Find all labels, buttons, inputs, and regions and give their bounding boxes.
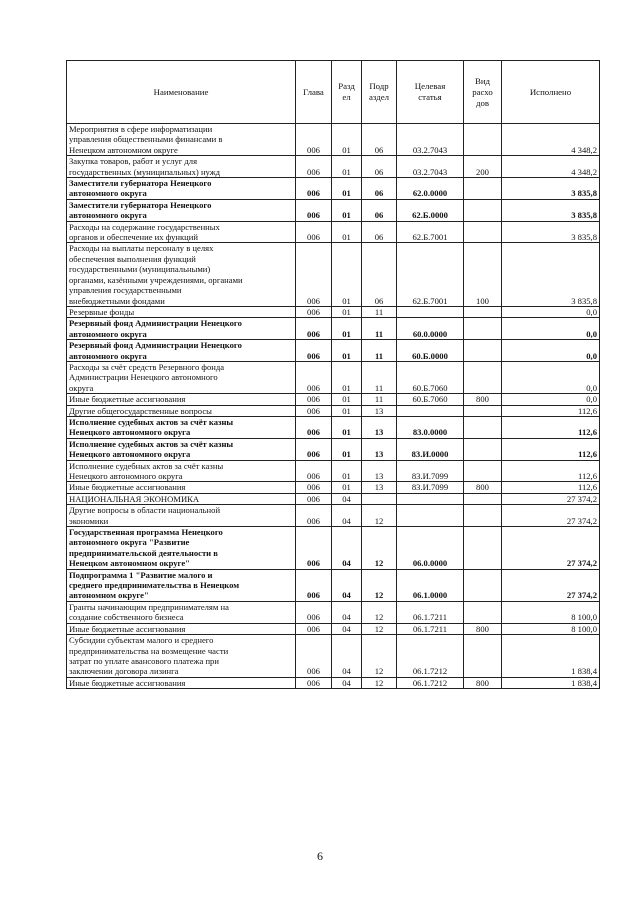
- cell-done: 0,0: [502, 361, 600, 393]
- cell-vid: [464, 124, 502, 156]
- cell-razdel: 01: [332, 221, 362, 243]
- cell-razdel: 01: [332, 318, 362, 340]
- cell-razdel: 01: [332, 243, 362, 306]
- cell-vid: [464, 527, 502, 570]
- cell-done: 0,0: [502, 306, 600, 317]
- cell-vid: [464, 460, 502, 482]
- header-razdel: Разд ел: [332, 61, 362, 124]
- cell-target: 83.И.0000: [397, 438, 464, 460]
- cell-razdel: 01: [332, 438, 362, 460]
- cell-name: Иные бюджетные ассигнования: [67, 482, 296, 493]
- header-glava: Глава: [296, 61, 332, 124]
- cell-glava: 006: [296, 394, 332, 405]
- cell-vid: 800: [464, 482, 502, 493]
- cell-name: Расходы за счёт средств Резервного фонда Администрации Ненецкого автономного округа: [67, 361, 296, 393]
- cell-podrazdel: 13: [362, 460, 397, 482]
- header-name: Наименование: [67, 61, 296, 124]
- cell-glava: 006: [296, 601, 332, 623]
- cell-glava: 006: [296, 569, 332, 601]
- cell-razdel: 01: [332, 460, 362, 482]
- budget-execution-table: [66, 60, 600, 689]
- cell-glava: 006: [296, 416, 332, 438]
- cell-podrazdel: 11: [362, 306, 397, 317]
- cell-vid: [464, 405, 502, 416]
- table-row: [67, 416, 600, 438]
- table-row: [67, 677, 600, 688]
- cell-podrazdel: 13: [362, 482, 397, 493]
- cell-name: Расходы на выплаты персоналу в целях обеспечения выполнения функций государственными (муниципальными) органами, казёнными учреждениями, органами управления государственными внебюджетными фондами: [67, 243, 296, 306]
- cell-vid: 800: [464, 394, 502, 405]
- cell-vid: [464, 340, 502, 362]
- table-row: [67, 493, 600, 504]
- cell-done: 112,6: [502, 482, 600, 493]
- cell-podrazdel: 13: [362, 416, 397, 438]
- cell-vid: [464, 199, 502, 221]
- cell-name: Исполнение судебных актов за счёт казны Ненецкого автономного округа: [67, 416, 296, 438]
- table-row: [67, 178, 600, 200]
- cell-name: Резервный фонд Администрации Ненецкого автономного округа: [67, 318, 296, 340]
- cell-target: 60.Б.7060: [397, 394, 464, 405]
- table-row: [67, 243, 600, 306]
- cell-target: 62.Б.7001: [397, 221, 464, 243]
- cell-razdel: 04: [332, 601, 362, 623]
- table-header-row: [67, 61, 600, 124]
- cell-name: Резервный фонд Администрации Ненецкого автономного округа: [67, 340, 296, 362]
- cell-razdel: 04: [332, 677, 362, 688]
- page-number: 6: [317, 849, 323, 863]
- cell-razdel: 01: [332, 405, 362, 416]
- table-row: [67, 460, 600, 482]
- cell-podrazdel: 11: [362, 361, 397, 393]
- cell-vid: [464, 221, 502, 243]
- cell-name: Иные бюджетные ассигнования: [67, 677, 296, 688]
- cell-razdel: 04: [332, 527, 362, 570]
- cell-razdel: 04: [332, 623, 362, 634]
- cell-podrazdel: 13: [362, 405, 397, 416]
- cell-target: 06.0.0000: [397, 527, 464, 570]
- cell-glava: 006: [296, 178, 332, 200]
- table-row: [67, 318, 600, 340]
- cell-podrazdel: 06: [362, 156, 397, 178]
- cell-name: Иные бюджетные ассигнования: [67, 394, 296, 405]
- cell-glava: 006: [296, 361, 332, 393]
- cell-done: 112,6: [502, 416, 600, 438]
- cell-podrazdel: 06: [362, 243, 397, 306]
- cell-done: 3 835,8: [502, 221, 600, 243]
- cell-glava: 006: [296, 623, 332, 634]
- cell-target: 83.И.7099: [397, 460, 464, 482]
- table-row: [67, 361, 600, 393]
- cell-vid: [464, 361, 502, 393]
- cell-razdel: 01: [332, 394, 362, 405]
- header-target: Целевая статья: [397, 61, 464, 124]
- cell-name: Заместители губернатора Ненецкого автономного округа: [67, 199, 296, 221]
- cell-vid: 100: [464, 243, 502, 306]
- cell-glava: 006: [296, 493, 332, 504]
- table-row: [67, 438, 600, 460]
- cell-podrazdel: 12: [362, 601, 397, 623]
- cell-vid: [464, 438, 502, 460]
- cell-target: 06.1.7212: [397, 677, 464, 688]
- cell-name: Заместители губернатора Ненецкого автономного округа: [67, 178, 296, 200]
- cell-razdel: 01: [332, 482, 362, 493]
- cell-podrazdel: 11: [362, 340, 397, 362]
- table-row: [67, 199, 600, 221]
- cell-vid: [464, 601, 502, 623]
- cell-done: 3 835,8: [502, 243, 600, 306]
- table-row: [67, 156, 600, 178]
- cell-done: 3 835,8: [502, 178, 600, 200]
- table-row: [67, 394, 600, 405]
- cell-name: Закупка товаров, работ и услуг для государственных (муниципальных) нужд: [67, 156, 296, 178]
- cell-vid: [464, 635, 502, 678]
- cell-name: Иные бюджетные ассигнования: [67, 623, 296, 634]
- cell-razdel: 01: [332, 178, 362, 200]
- cell-podrazdel: 06: [362, 199, 397, 221]
- table-row: [67, 505, 600, 527]
- cell-done: 0,0: [502, 318, 600, 340]
- cell-target: 03.2.7043: [397, 156, 464, 178]
- cell-done: 3 835,8: [502, 199, 600, 221]
- cell-name: НАЦИОНАЛЬНАЯ ЭКОНОМИКА: [67, 493, 296, 504]
- cell-razdel: 01: [332, 306, 362, 317]
- cell-done: 112,6: [502, 438, 600, 460]
- cell-podrazdel: 06: [362, 124, 397, 156]
- cell-target: 06.1.7212: [397, 635, 464, 678]
- cell-done: 27 374,2: [502, 505, 600, 527]
- cell-podrazdel: [362, 493, 397, 504]
- cell-done: 8 100,0: [502, 623, 600, 634]
- cell-podrazdel: 12: [362, 569, 397, 601]
- cell-vid: [464, 178, 502, 200]
- cell-target: 83.0.0000: [397, 416, 464, 438]
- cell-target: 62.0.0000: [397, 178, 464, 200]
- cell-glava: 006: [296, 318, 332, 340]
- cell-glava: 006: [296, 505, 332, 527]
- cell-vid: 200: [464, 156, 502, 178]
- cell-done: 1 838,4: [502, 635, 600, 678]
- cell-name: Исполнение судебных актов за счёт казны Ненецкого автономного округа: [67, 460, 296, 482]
- cell-target: [397, 493, 464, 504]
- cell-name: Расходы на содержание государственных органов и обеспечение их функций: [67, 221, 296, 243]
- cell-target: 60.0.0000: [397, 318, 464, 340]
- cell-podrazdel: 11: [362, 318, 397, 340]
- cell-vid: [464, 493, 502, 504]
- cell-podrazdel: 13: [362, 438, 397, 460]
- table-row: [67, 482, 600, 493]
- table-row: [67, 221, 600, 243]
- cell-target: 83.И.7099: [397, 482, 464, 493]
- table-row: [67, 601, 600, 623]
- cell-glava: 006: [296, 405, 332, 416]
- cell-glava: 006: [296, 124, 332, 156]
- cell-name: Исполнение судебных актов за счёт казны Ненецкого автономного округа: [67, 438, 296, 460]
- cell-name: Субсидии субъектам малого и среднего предпринимательства на возмещение части затрат по уплате авансового платежа при заключении договора лизинга: [67, 635, 296, 678]
- cell-target: 06.1.0000: [397, 569, 464, 601]
- cell-podrazdel: 12: [362, 677, 397, 688]
- cell-glava: 006: [296, 340, 332, 362]
- cell-podrazdel: 11: [362, 394, 397, 405]
- cell-razdel: 01: [332, 361, 362, 393]
- cell-glava: 006: [296, 306, 332, 317]
- cell-razdel: 04: [332, 505, 362, 527]
- cell-glava: 006: [296, 221, 332, 243]
- cell-name: Мероприятия в сфере информатизации управления общественными финансами в Ненецком автономном округе: [67, 124, 296, 156]
- cell-podrazdel: 06: [362, 221, 397, 243]
- cell-name: Другие вопросы в области национальной экономики: [67, 505, 296, 527]
- cell-glava: 006: [296, 156, 332, 178]
- cell-done: 4 348,2: [502, 124, 600, 156]
- cell-name: Подпрограмма 1 "Развитие малого и среднего предпринимательства в Ненецком автономном округе": [67, 569, 296, 601]
- table-row: [67, 623, 600, 634]
- cell-done: 4 348,2: [502, 156, 600, 178]
- table-row: [67, 306, 600, 317]
- cell-vid: [464, 416, 502, 438]
- cell-razdel: 04: [332, 569, 362, 601]
- cell-target: [397, 505, 464, 527]
- cell-name: Государственная программа Ненецкого автономного округа "Развитие предпринимательской деятельности в Ненецком автономном округе": [67, 527, 296, 570]
- cell-vid: [464, 569, 502, 601]
- cell-razdel: 01: [332, 156, 362, 178]
- cell-glava: 006: [296, 677, 332, 688]
- cell-podrazdel: 12: [362, 527, 397, 570]
- cell-vid: [464, 505, 502, 527]
- cell-vid: [464, 318, 502, 340]
- cell-target: 62.Б.0000: [397, 199, 464, 221]
- cell-target: 06.1.7211: [397, 623, 464, 634]
- cell-vid: [464, 306, 502, 317]
- table-row: [67, 124, 600, 156]
- table-row: [67, 405, 600, 416]
- cell-done: 27 374,2: [502, 569, 600, 601]
- cell-podrazdel: 06: [362, 178, 397, 200]
- cell-razdel: 04: [332, 635, 362, 678]
- cell-razdel: 01: [332, 124, 362, 156]
- table-row: [67, 527, 600, 570]
- cell-razdel: 01: [332, 199, 362, 221]
- cell-done: 0,0: [502, 340, 600, 362]
- table-row: [67, 635, 600, 678]
- cell-target: [397, 306, 464, 317]
- cell-glava: 006: [296, 243, 332, 306]
- cell-done: 112,6: [502, 405, 600, 416]
- cell-done: 27 374,2: [502, 493, 600, 504]
- cell-name: Другие общегосударственные вопросы: [67, 405, 296, 416]
- cell-podrazdel: 12: [362, 505, 397, 527]
- cell-done: 112,6: [502, 460, 600, 482]
- table-row: [67, 340, 600, 362]
- cell-target: 62.Б.7001: [397, 243, 464, 306]
- cell-name: Гранты начинающим предпринимателям на создание собственного бизнеса: [67, 601, 296, 623]
- cell-glava: 006: [296, 635, 332, 678]
- cell-target: 06.1.7211: [397, 601, 464, 623]
- cell-target: [397, 405, 464, 416]
- cell-glava: 006: [296, 438, 332, 460]
- cell-done: 27 374,2: [502, 527, 600, 570]
- cell-razdel: 04: [332, 493, 362, 504]
- cell-done: 8 100,0: [502, 601, 600, 623]
- table-row: [67, 569, 600, 601]
- table-body: [67, 124, 600, 689]
- cell-vid: 800: [464, 677, 502, 688]
- cell-razdel: 01: [332, 416, 362, 438]
- header-done: Исполнено: [502, 61, 600, 124]
- cell-glava: 006: [296, 482, 332, 493]
- header-vid: Вид расхо дов: [464, 61, 502, 124]
- cell-target: 03.2.7043: [397, 124, 464, 156]
- cell-glava: 006: [296, 460, 332, 482]
- cell-target: 60.Б.0000: [397, 340, 464, 362]
- cell-glava: 006: [296, 527, 332, 570]
- cell-razdel: 01: [332, 340, 362, 362]
- cell-done: 0,0: [502, 394, 600, 405]
- cell-done: 1 838,4: [502, 677, 600, 688]
- cell-podrazdel: 12: [362, 623, 397, 634]
- cell-vid: 800: [464, 623, 502, 634]
- cell-glava: 006: [296, 199, 332, 221]
- cell-target: 60.Б.7060: [397, 361, 464, 393]
- cell-podrazdel: 12: [362, 635, 397, 678]
- cell-name: Резервные фонды: [67, 306, 296, 317]
- header-podrazdel: Подр аздел: [362, 61, 397, 124]
